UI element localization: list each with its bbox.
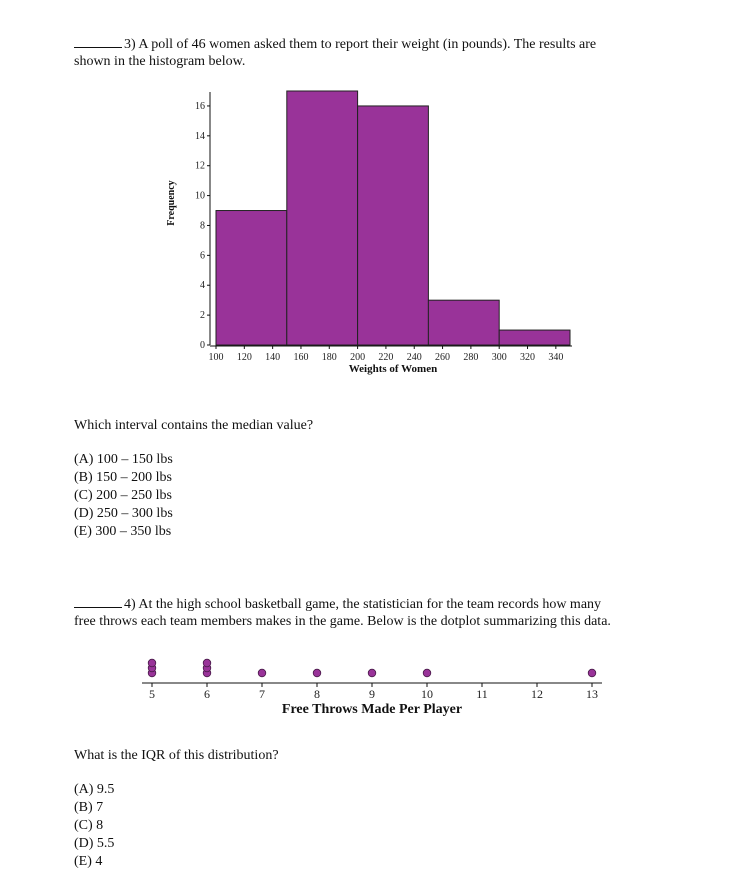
q3-option-c[interactable]: (C) 200 – 250 lbs (74, 488, 172, 503)
histogram-bar (358, 106, 429, 345)
y-tick-label: 16 (195, 100, 205, 112)
y-tick-label: 10 (195, 190, 205, 202)
dotplot-point (203, 659, 211, 667)
q4-option-e[interactable]: (E) 4 (74, 854, 103, 869)
y-tick-label: 2 (200, 310, 205, 322)
q3-option-a[interactable]: (A) 100 – 150 lbs (74, 452, 173, 467)
q4-option-c[interactable]: (C) 8 (74, 818, 104, 833)
y-tick-label: 14 (195, 130, 205, 142)
free-throws-dotplot (130, 655, 620, 720)
x-tick-label: 300 (491, 352, 507, 363)
q4-option-a[interactable]: (A) 9.5 (74, 782, 115, 797)
x-tick-label: 100 (208, 352, 224, 363)
q3-question: Which interval contains the median value? (74, 418, 314, 433)
dotplot-point (313, 669, 321, 677)
y-tick-label: 4 (200, 280, 205, 292)
x-tick-label: 340 (548, 352, 564, 363)
q3-option-e[interactable]: (E) 300 – 350 lbs (74, 524, 172, 539)
histogram-bar (499, 330, 570, 345)
x-tick-label: 10 (421, 687, 433, 701)
x-tick-label: 9 (369, 687, 375, 701)
q3-prompt-text: 3) A poll of 46 women asked them to report their weight (in pounds). The results are (124, 37, 597, 52)
weights-histogram (160, 85, 590, 380)
x-tick-label: 7 (259, 687, 265, 701)
q3-option-d[interactable]: (D) 250 – 300 lbs (74, 506, 173, 521)
dotplot-point (588, 669, 596, 677)
q3-prompt-line2: shown in the histogram below. (74, 54, 246, 69)
dotplot-point (368, 669, 376, 677)
dotplot-point (258, 669, 266, 677)
histogram-bar (216, 211, 287, 345)
x-tick-label: 220 (378, 352, 394, 363)
dotplot-point (148, 659, 156, 667)
x-tick-label: 140 (265, 352, 281, 363)
x-tick-label: 8 (314, 687, 320, 701)
x-tick-label: 120 (236, 352, 252, 363)
x-tick-label: 12 (531, 687, 543, 701)
x-tick-label: 5 (149, 687, 155, 701)
q3-option-b[interactable]: (B) 150 – 200 lbs (74, 470, 172, 485)
q4-option-b[interactable]: (B) 7 (74, 800, 104, 815)
x-tick-label: 200 (350, 352, 366, 363)
q4-answer-blank[interactable] (74, 595, 122, 608)
x-tick-label: 240 (406, 352, 422, 363)
q4-option-d[interactable]: (D) 5.5 (74, 836, 115, 851)
x-tick-label: 320 (520, 352, 536, 363)
q4-prompt-text: 4) At the high school basketball game, the statistician for the team records how many (124, 597, 602, 612)
x-axis-title: Free Throws Made Per Player (281, 702, 463, 717)
y-tick-label: 0 (200, 340, 205, 351)
x-tick-label: 280 (463, 352, 479, 363)
q3-prompt-line1 (74, 35, 596, 53)
x-tick-label: 260 (435, 352, 451, 363)
histogram-bar (287, 91, 358, 345)
x-tick-label: 13 (586, 687, 598, 701)
histogram-bar (428, 300, 499, 345)
q4-prompt-line2: free throws each team members makes in the game. Below is the dotplot summarizing this data. (74, 614, 611, 629)
y-axis-title: Frequency (166, 180, 177, 226)
y-tick-label: 8 (200, 220, 205, 232)
x-tick-label: 180 (321, 352, 337, 363)
y-tick-label: 6 (200, 250, 205, 262)
x-axis-title: Weights of Women (348, 363, 438, 375)
dotplot-point (423, 669, 431, 677)
q4-prompt-line1 (74, 595, 601, 613)
q3-answer-blank[interactable] (74, 35, 122, 48)
x-tick-label: 160 (293, 352, 309, 363)
q4-question: What is the IQR of this distribution? (74, 748, 279, 763)
y-tick-label: 12 (195, 160, 205, 172)
x-tick-label: 11 (476, 687, 488, 701)
x-tick-label: 6 (204, 687, 210, 701)
